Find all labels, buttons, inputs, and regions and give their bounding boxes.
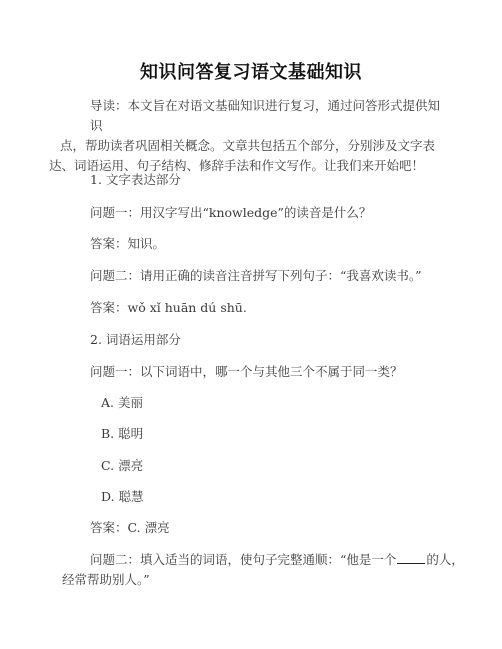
section-2-question-2-continued: 经常帮助别人。”: [62, 572, 150, 587]
question-2-text-after: 的人，: [426, 552, 464, 567]
option-b: B. 聪明: [101, 426, 144, 441]
section-1-answer-1: 答案：知识。: [90, 236, 166, 251]
section-1-answer-2: 答案：wǒ xǐ huān dú shū.: [90, 300, 247, 315]
section-2-question-2: [90, 550, 464, 568]
question-2-text-before: 问题二：填入适当的词语，使句子完整通顺：“他是一个: [90, 552, 397, 567]
section-1-question-1: 问题一：用汉字写出“knowledge”的读音是什么？: [90, 205, 372, 220]
option-c: C. 漂亮: [101, 458, 144, 473]
option-a: A. 美丽: [101, 395, 143, 410]
section-2-answer-1: 答案：C. 漂亮: [90, 520, 170, 535]
option-d: D. 聪慧: [101, 489, 144, 504]
section-2-heading: 2. 词语运用部分: [90, 332, 181, 347]
section-1-heading: 1. 文字表达部分: [90, 172, 181, 187]
section-1-question-2: 问题二：请用正确的读音注音拼写下列句子：“我喜欢读书。”: [90, 268, 422, 283]
intro-line-1: 导读：本文旨在对语文基础知识进行复习，通过问答形式提供知识: [90, 98, 441, 133]
intro-paragraph: [49, 96, 441, 176]
section-2-question-1: 问题一：以下词语中，哪一个与其他三个不属于同一类？: [90, 364, 403, 379]
intro-line-2: 点，帮助读者巩固相关概念。文章共包括五个部分，分别涉及文字表: [60, 138, 436, 153]
page-title: 知识问答复习语文基础知识: [140, 62, 362, 83]
fill-in-blank: [397, 551, 425, 564]
intro-line-3: 达、词语运用、句子结构、修辞手法和作文写作。让我们来开始吧！: [49, 158, 425, 173]
